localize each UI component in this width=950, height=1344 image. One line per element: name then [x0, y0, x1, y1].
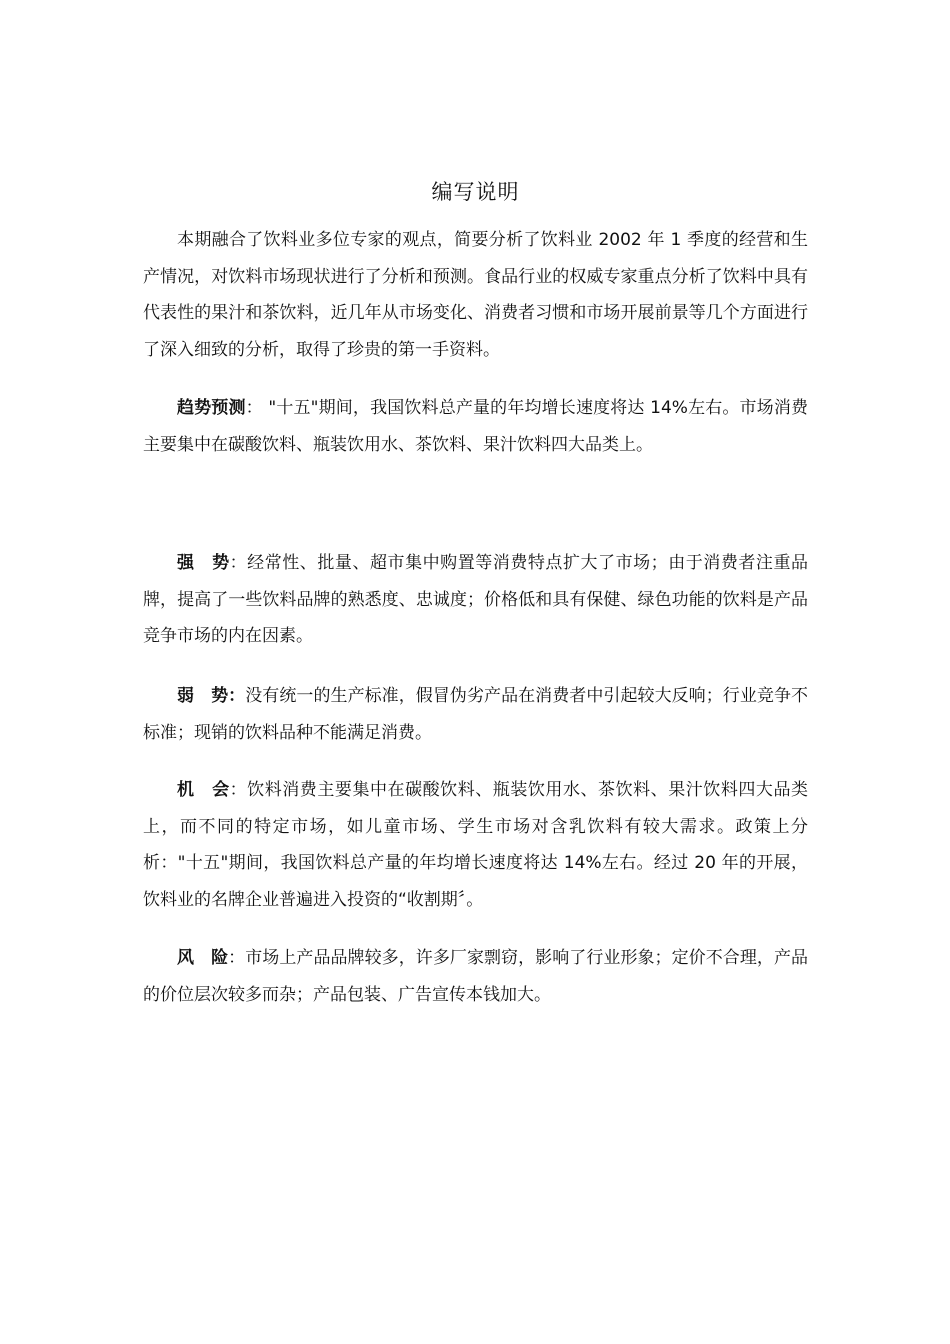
- trend-text: ： "十五"期间，我国饮料总产量的年均增长速度将达 14%左右。市场消费主要集中在碳酸饮料、瓶装饮用水、茶饮料、果汁饮料四大品类上。: [143, 398, 808, 455]
- opportunity-paragraph: [143, 772, 808, 918]
- strength-paragraph: [143, 545, 808, 655]
- strength-label: 强 势: [177, 553, 230, 573]
- intro-paragraph: 本期融合了饮料业多位专家的观点，简要分析了饮料业 2002 年 1 季度的经营和生产情况，对饮料市场现状进行了分析和预测。食品行业的权威专家重点分析了饮料中具有代表性的果汁和茶饮料，近几年从市场变化、消费者习惯和市场开展前景等几个方面进行了深入细致的分析，取得了珍贵的第一手资料。: [143, 230, 808, 360]
- opportunity-text: ：饮料消费主要集中在碳酸饮料、瓶装饮用水、茶饮料、果汁饮料四大品类上，而不同的特定市场，如儿童市场、学生市场对含乳饮料有较大需求。政策上分析："十五"期间，我国饮料总产量的年均增长速度将达 14%左右。经过 20 年的开展，饮料业的名牌企业普遍进入投资的“收割期〞。: [143, 780, 809, 910]
- document-title: 编写说明: [431, 180, 520, 204]
- weakness-paragraph: [143, 678, 808, 751]
- risk-text: ：市场上产品品牌较多，许多厂家剽窃，影响了行业形象；定价不合理，产品的价位层次较多而杂；产品包装、广告宣传本钱加大。: [143, 948, 809, 1005]
- trend-label: 趋势预测: [177, 398, 246, 418]
- weakness-text: 没有统一的生产标准，假冒伪劣产品在消费者中引起较大反响；行业竞争不标准；现销的饮料品种不能满足消费。: [143, 686, 809, 743]
- risk-paragraph: [143, 940, 808, 1013]
- strength-text: ：经常性、批量、超市集中购置等消费特点扩大了市场；由于消费者注重品牌，提高了一些饮料品牌的熟悉度、忠诚度；价格低和具有保健、绿色功能的饮料是产品竞争市场的内在因素。: [143, 553, 809, 646]
- risk-label: 风 险: [177, 948, 229, 968]
- weakness-label: 弱 势：: [177, 686, 246, 706]
- trend-paragraph: [143, 390, 808, 463]
- opportunity-label: 机 会: [177, 780, 230, 800]
